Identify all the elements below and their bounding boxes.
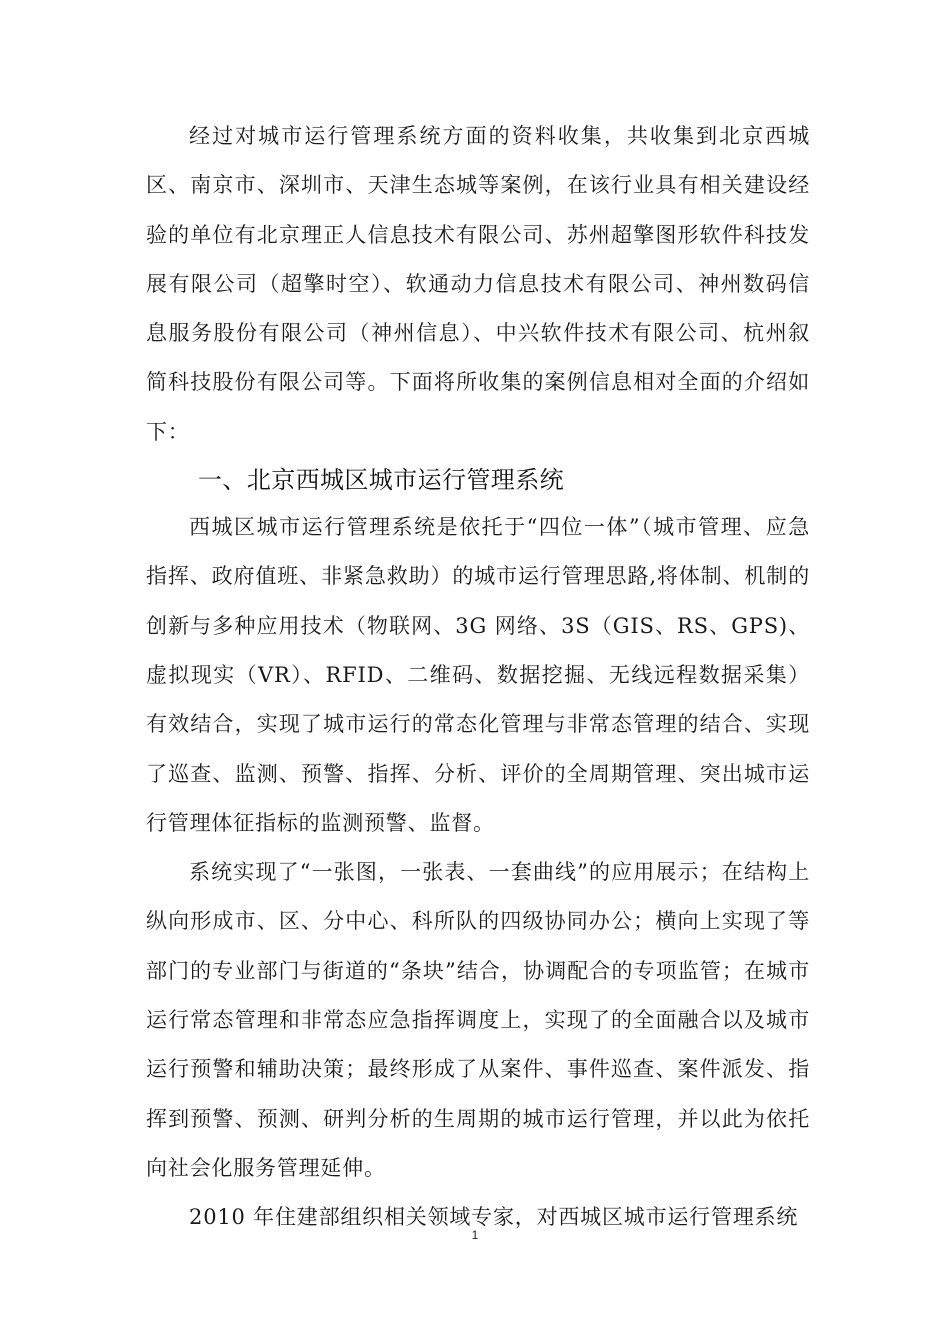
body-paragraph-3: 2010 年住建部组织相关领域专家，对西城区城市运行管理系统 — [189, 1205, 799, 1230]
section-heading: 一、北京西城区城市运行管理系统 — [198, 466, 564, 495]
document-body — [146, 112, 810, 1243]
page-number: 1 — [471, 1228, 479, 1242]
body-paragraph-2: 系统实现了“一张图，一张表、一套曲线”的应用展示；在结构上纵向形成市、区、分中心、科所队的四级协同办公；横向上实现了等部门的专业部门与街道的“条块”结合，协调配合的专项监管；在城市运行常态管理和非常态应急指挥调度上，实现了的全面融合以及城市运行预警和辅助决策；最终形成了从案件、事件巡查、案件派发、指挥到预警、预测、研判分析的生周期的城市运行管理，并以此为依托向社会化服务管理延伸。 — [146, 860, 810, 1180]
body-paragraph-1: 西城区城市运行管理系统是依托于“四位一体”（城市管理、应急指挥、政府值班、非紧急救助）的城市运行管理思路,将体制、机制的创新与多种应用技术（物联网、3G 网络、3S（GIS、RS、GPS)、虚拟现实（VR）、RFID、二维码、数据挖掘、无线远程数据采集）有效结合，实现了城市运行的常态化管理与非常态管理的结合、实现了巡查、监测、预警、指挥、分析、评价的全周期管理、突出城市运行管理体征指标的监测预警、监督。 — [146, 515, 810, 835]
intro-paragraph: 经过对城市运行管理系统方面的资料收集，共收集到北京西城区、南京市、深圳市、天津生态城等案例，在该行业具有相关建设经验的单位有北京理正人信息技术有限公司、苏州超擎图形软件科技发展有限公司（超擎时空）、软通动力信息技术有限公司、神州数码信息服务股份有限公司（神州信息）、中兴软件技术有限公司、杭州叙简科技股份有限公司等。下面将所收集的案例信息相对全面的介绍如下： — [146, 124, 810, 444]
